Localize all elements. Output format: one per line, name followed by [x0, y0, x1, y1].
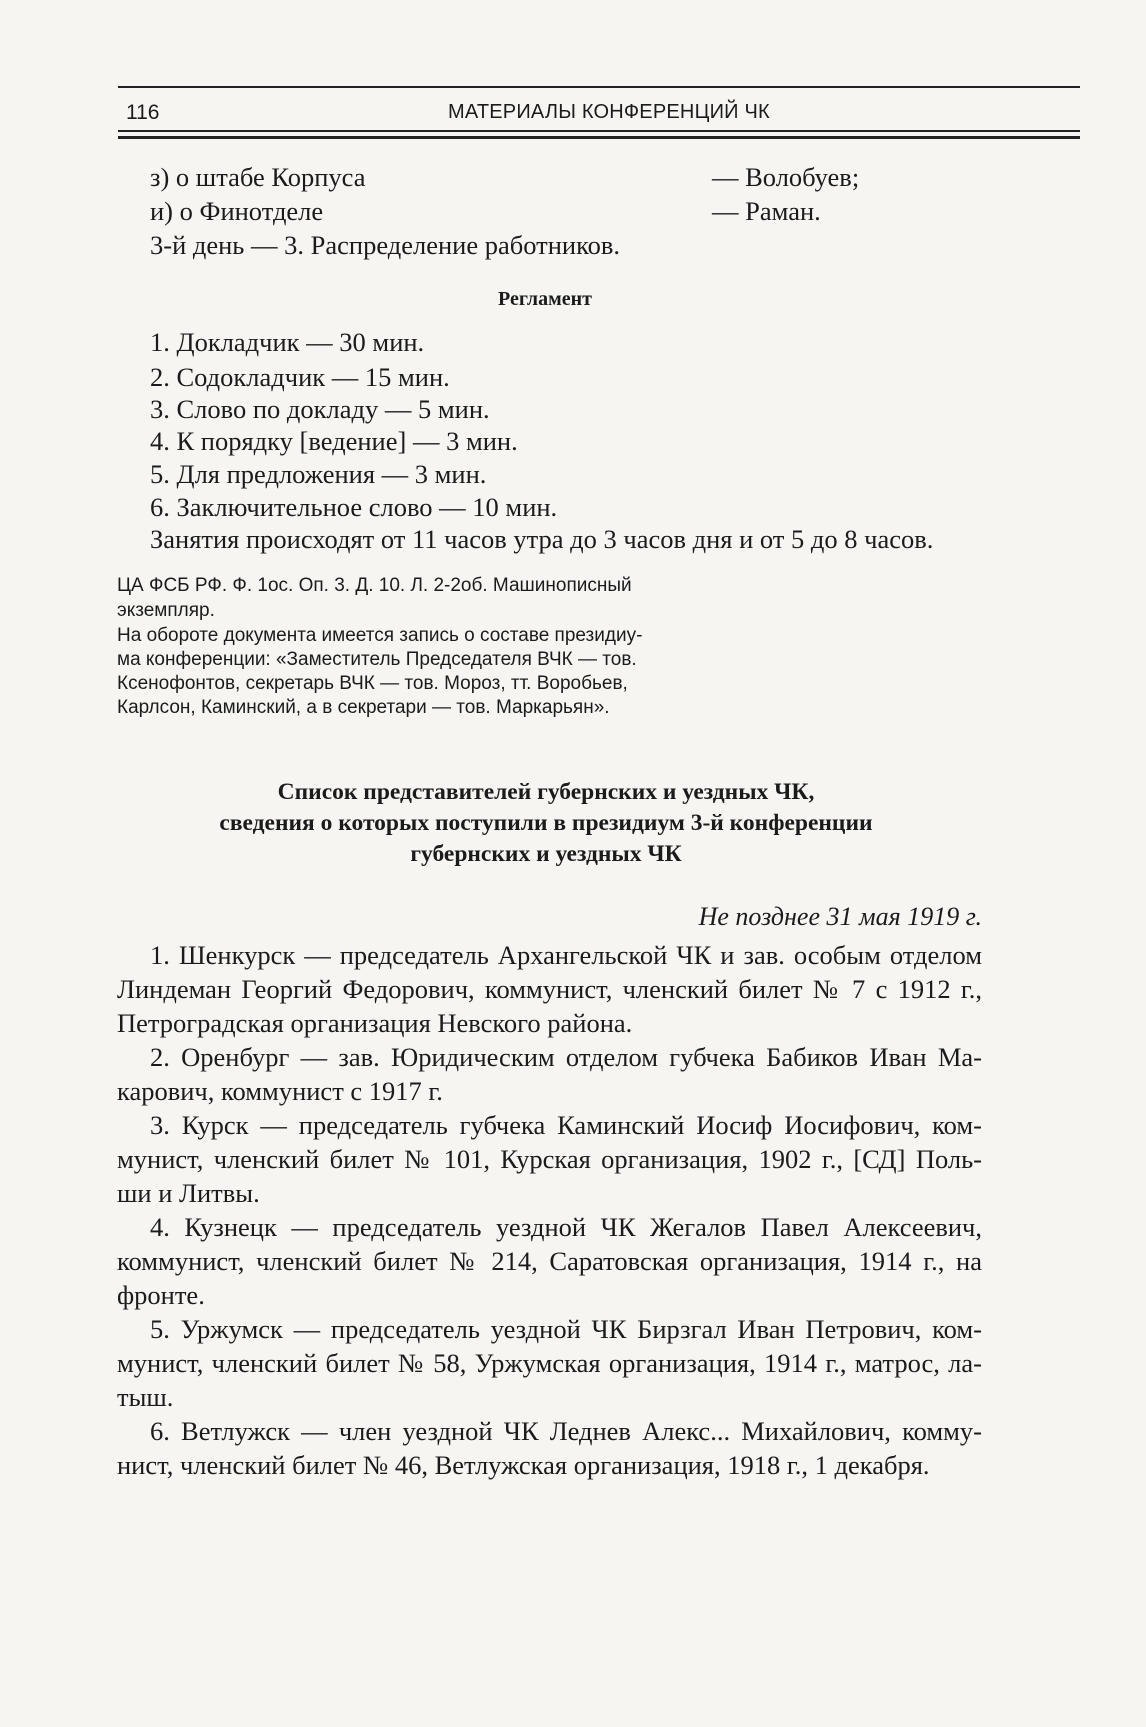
list-title-line: губернских и уездных ЧК [410, 841, 682, 867]
list-title-line: Список представителей губернских и уездных ЧК, [277, 779, 815, 805]
source-note-line: Карлсон, Каминский, а в секретари — тов. Маркарьян». [117, 697, 610, 718]
list-entry-line: 6. Ветлужск — член уездной ЧК Леднев Алекс... Михайлович, комму- [150, 1416, 982, 1446]
reglament-item: 3. Слово по докладу — 5 мин. [150, 394, 490, 424]
header-rule-bottom-thick [118, 136, 1080, 139]
reglament-item: 2. Содокладчик — 15 мин. [150, 362, 450, 392]
header-rule-top [118, 86, 1080, 88]
agenda-item-speaker: — Раман. [712, 196, 821, 226]
list-entry-line: Петроградская организация Невского района. [117, 1008, 633, 1038]
reglament-item: 5. Для предложения — 3 мин. [150, 459, 487, 489]
source-note-line: Ксенофонтов, секретарь ВЧК — тов. Мороз, тт. Воробьев, [117, 673, 628, 694]
reglament-title: Регламент [498, 288, 592, 310]
list-entry-line: 5. Уржумск — председатель уездной ЧК Бирзгал Иван Петрович, ком- [150, 1314, 982, 1344]
agenda-item-speaker: — Волобуев; [712, 162, 860, 192]
list-entry-line: нист, членский билет № 46, Ветлужская организация, 1918 г., 1 декабря. [117, 1450, 930, 1480]
list-entry-line: Линдеман Георгий Федорович, коммунист, членский билет № 7 с 1912 г., [117, 974, 982, 1004]
agenda-day3: 3-й день — 3. Распределение работников. [150, 230, 620, 260]
running-title: МАТЕРИАЛЫ КОНФЕРЕНЦИЙ ЧК [448, 101, 770, 123]
source-note-line: На обороте документа имеется запись о составе президиу- [117, 625, 643, 646]
header-rule-bottom-thin [118, 130, 1080, 132]
list-date: Не позднее 31 мая 1919 г. [698, 902, 982, 931]
list-entry-line: мунист, членский билет № 101, Курская организация, 1902 г., [СД] Поль- [117, 1144, 982, 1174]
list-entry-line: 1. Шенкурск — председатель Архангельской ЧК и зав. особым отделом [150, 940, 982, 970]
agenda-item-label: з) о штабе Корпуса [150, 162, 366, 192]
list-entry-line: 4. Кузнецк — председатель уездной ЧК Жегалов Павел Алексеевич, [150, 1212, 982, 1242]
list-entry-line: коммунист, членский билет № 214, Саратовская организация, 1914 г., на [117, 1246, 982, 1276]
list-entry-line: 2. Оренбург — зав. Юридическим отделом губчека Бабиков Иван Ма- [150, 1042, 982, 1072]
reglament-item: 6. Заключительное слово — 10 мин. [150, 492, 558, 522]
page-header [118, 86, 1080, 142]
list-title-line: сведения о которых поступили в президиум 3-й конференции [219, 810, 873, 836]
reglament-item: 1. Докладчик — 30 мин. [150, 327, 425, 357]
reglament-item: 4. К порядку [ведение] — 3 мин. [150, 426, 518, 456]
list-entry-line: тыш. [117, 1382, 174, 1412]
source-note-line: экземпляр. [117, 600, 215, 621]
list-entry-line: 3. Курск — председатель губчека Каминский Иосиф Иосифович, ком- [150, 1110, 982, 1140]
list-entry-line: мунист, членский билет № 58, Уржумская организация, 1914 г., матрос, ла- [117, 1348, 982, 1378]
list-entry-line: карович, коммунист с 1917 г. [117, 1076, 443, 1106]
list-entry-line: фронте. [117, 1280, 205, 1310]
agenda-item-label: и) о Финотделе [150, 196, 324, 226]
list-entry-line: ши и Литвы. [117, 1178, 260, 1208]
reglament-hours: Занятия происходят от 11 часов утра до 3 часов дня и от 5 до 8 часов. [150, 524, 934, 554]
source-note-line: ма конференции: «Заместитель Председателя ВЧК — тов. [117, 649, 637, 670]
source-note-line: ЦА ФСБ РФ. Ф. 1ос. Оп. 3. Д. 10. Л. 2-2об. Машинописный [117, 575, 632, 596]
page-number: 116 [126, 101, 160, 124]
